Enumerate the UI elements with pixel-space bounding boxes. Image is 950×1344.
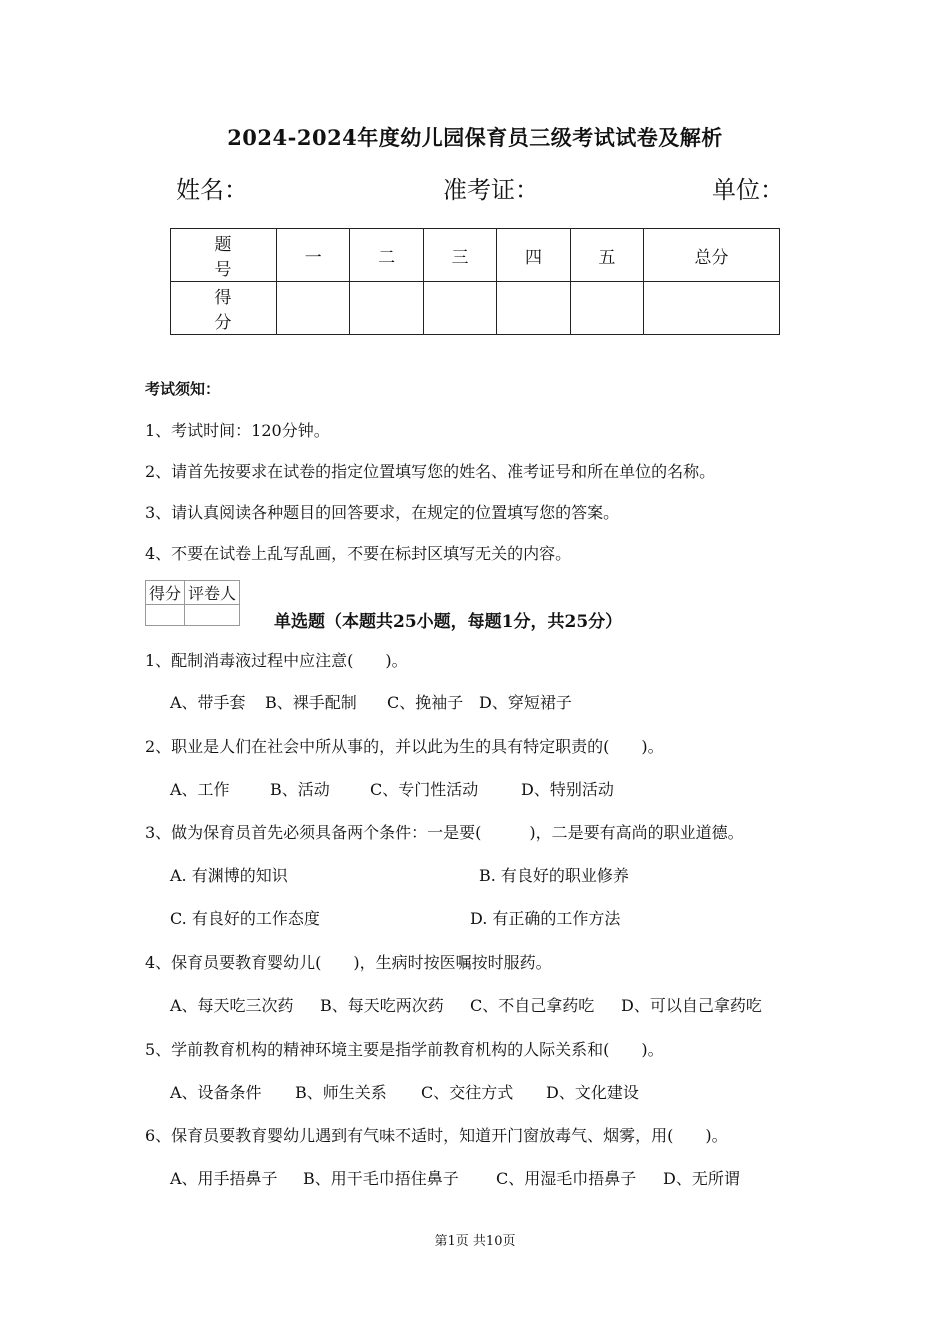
question-3: 3、做为保育员首先必须具备两个条件：一是要( )，二是要有高尚的职业道德。 bbox=[145, 823, 744, 842]
notice-item-3: 3、请认真阅读各种题目的回答要求，在规定的位置填写您的答案。 bbox=[145, 503, 620, 522]
grader-score-label: 得分 bbox=[146, 581, 185, 605]
exam-id-label: 准考证： bbox=[443, 176, 539, 204]
page-footer: 第1页 共10页 bbox=[434, 1234, 516, 1249]
q4-option-c[interactable]: C、不自己拿药吃 bbox=[470, 996, 595, 1015]
score-table-header-row bbox=[171, 229, 780, 282]
header-cell-3: 三 bbox=[423, 229, 496, 282]
section-title: 单选题（本题共25小题，每题1分，共25分） bbox=[274, 612, 623, 632]
q3-option-d[interactable]: D. 有正确的工作方法 bbox=[470, 909, 621, 928]
score-cell-5[interactable] bbox=[570, 282, 643, 335]
q2-option-a[interactable]: A、工作 bbox=[170, 780, 230, 799]
header-cell-5: 五 bbox=[570, 229, 643, 282]
q3-option-b[interactable]: B. 有良好的职业修养 bbox=[479, 866, 629, 885]
grader-reviewer-label: 评卷人 bbox=[185, 581, 240, 605]
header-cell-total: 总分 bbox=[644, 229, 780, 282]
score-cell-4[interactable] bbox=[497, 282, 570, 335]
score-cell-2[interactable] bbox=[350, 282, 423, 335]
q5-option-d[interactable]: D、文化建设 bbox=[546, 1083, 639, 1102]
header-cell-2: 二 bbox=[350, 229, 423, 282]
header-cell-1: 一 bbox=[277, 229, 350, 282]
question-5: 5、学前教育机构的精神环境主要是指学前教育机构的人际关系和( )。 bbox=[145, 1040, 664, 1059]
grader-reviewer-cell[interactable] bbox=[185, 605, 240, 626]
notice-item-2: 2、请首先按要求在试卷的指定位置填写您的姓名、准考证号和所在单位的名称。 bbox=[145, 462, 716, 481]
score-cell-1[interactable] bbox=[277, 282, 350, 335]
header-cell-4: 四 bbox=[497, 229, 570, 282]
notice-heading: 考试须知： bbox=[145, 380, 221, 398]
question-6: 6、保育员要教育婴幼儿遇到有气味不适时，知道开门窗放毒气、烟雾，用( )。 bbox=[145, 1126, 728, 1145]
notice-item-1: 1、考试时间：120分钟。 bbox=[145, 421, 330, 440]
grader-score-cell[interactable] bbox=[146, 605, 185, 626]
q1-option-c[interactable]: C、挽袖子 bbox=[387, 693, 464, 712]
q5-option-c[interactable]: C、交往方式 bbox=[421, 1083, 514, 1102]
grader-box bbox=[145, 580, 240, 626]
q5-option-a[interactable]: A、设备条件 bbox=[170, 1083, 262, 1102]
q3-option-a[interactable]: A. 有渊博的知识 bbox=[170, 866, 288, 885]
notice-item-4: 4、不要在试卷上乱写乱画，不要在标封区填写无关的内容。 bbox=[145, 544, 572, 563]
unit-label: 单位： bbox=[712, 176, 784, 204]
score-table-score-row bbox=[171, 282, 780, 335]
q2-option-c[interactable]: C、专门性活动 bbox=[370, 780, 479, 799]
q2-option-d[interactable]: D、特别活动 bbox=[521, 780, 614, 799]
q4-option-a[interactable]: A、每天吃三次药 bbox=[170, 996, 294, 1015]
score-table bbox=[170, 228, 780, 335]
question-2: 2、职业是人们在社会中所从事的，并以此为生的具有特定职责的( )。 bbox=[145, 737, 664, 756]
q5-option-b[interactable]: B、师生关系 bbox=[295, 1083, 387, 1102]
question-1: 1、配制消毒液过程中应注意( )。 bbox=[145, 651, 408, 670]
score-row-label: 得 分 bbox=[171, 282, 277, 335]
q6-option-c[interactable]: C、用湿毛巾捂鼻子 bbox=[496, 1169, 637, 1188]
q4-option-b[interactable]: B、每天吃两次药 bbox=[320, 996, 444, 1015]
q3-option-c[interactable]: C. 有良好的工作态度 bbox=[170, 909, 320, 928]
name-label: 姓名： bbox=[176, 176, 248, 204]
q6-option-d[interactable]: D、无所谓 bbox=[663, 1169, 740, 1188]
q6-option-b[interactable]: B、用干毛巾捂住鼻子 bbox=[303, 1169, 459, 1188]
q1-option-d[interactable]: D、穿短裙子 bbox=[479, 693, 572, 712]
score-cell-total[interactable] bbox=[644, 282, 780, 335]
q6-option-a[interactable]: A、用手捂鼻子 bbox=[170, 1169, 278, 1188]
q1-option-a[interactable]: A、带手套 bbox=[170, 693, 246, 712]
question-4: 4、保育员要教育婴幼儿( )，生病时按医嘱按时服药。 bbox=[145, 953, 552, 972]
page-title: 2024-2024年度幼儿园保育员三级考试试卷及解析 bbox=[227, 125, 723, 150]
q2-option-b[interactable]: B、活动 bbox=[270, 780, 330, 799]
q1-option-b[interactable]: B、裸手配制 bbox=[265, 693, 357, 712]
score-cell-3[interactable] bbox=[423, 282, 496, 335]
header-cell-label: 题 号 bbox=[171, 229, 277, 282]
q4-option-d[interactable]: D、可以自己拿药吃 bbox=[621, 996, 762, 1015]
